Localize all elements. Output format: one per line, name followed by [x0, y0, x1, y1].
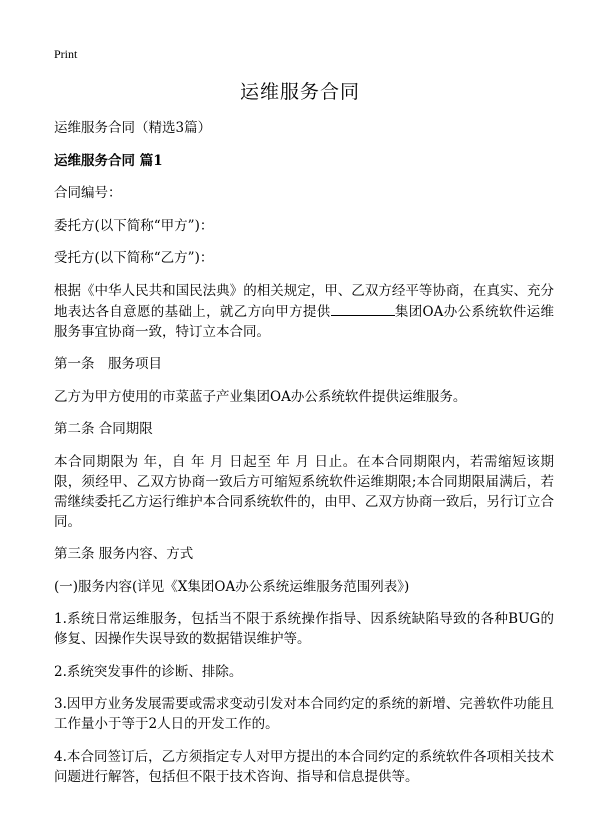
article-1-body: 乙方为甲方使用的市菜蓝子产业集团OA办公系统软件提供运维服务。	[54, 388, 467, 405]
intro-text-after-blank: 集团OA办公系统软件运维服务事宜协商一致，特订立本合同。	[54, 303, 554, 340]
article-2-body: 本合同期限为 年，自 年 月 日起至 年 月 日止。在本合同期限内，若需缩短该期限，须经甲、乙双方协商一致后方可缩短系统软件运维期限;本合同期限届满后，若需继续委托乙方运行维护本合同系统软件的，由甲、乙双方协商一致后，另行订立合同。	[54, 453, 554, 530]
service-content-title: (一)服务内容(详见《X集团OA办公系统运维服务范围列表》)	[54, 578, 410, 595]
service-item-2: 2.系统突发事件的诊断、排除。	[54, 663, 243, 680]
document-subtitle: 运维服务合同（精选3篇）	[54, 120, 212, 136]
article-2-title: 第二条 合同期限	[54, 421, 153, 437]
service-item-4: 4.本合同签订后，乙方须指定专人对甲方提出的本合同约定的系统软件各项相关技术问题进行解答，包括但不限于技术咨询、指导和信息提供等。	[54, 748, 554, 785]
service-item-1: 1.系统日常运维服务，包括当不限于系统操作指导、因系统缺陷导致的各种BUG的修复、因操作失误导致的数据错误维护等。	[54, 611, 554, 647]
client-line: 委托方(以下简称“甲方”)：	[54, 217, 214, 234]
document-body	[54, 118, 554, 799]
article-3-title: 第三条 服务内容、方式	[54, 546, 194, 562]
contractor-line: 受托方(以下简称“乙方”)：	[54, 250, 214, 266]
service-item-3: 3.因甲方业务发展需要或需求变动引发对本合同约定的系统的新增、完善软件功能且工作量小于等于2人日的开发工作的。	[54, 696, 554, 732]
print-label: Print	[54, 47, 78, 61]
intro-paragraph	[54, 281, 554, 342]
fill-in-blank	[331, 301, 395, 316]
intro-text-before-blank: 根据《中华人民共和国民法典》的相关规定，甲、乙双方经平等协商，在真实、充分地表达各自意愿的基础上，就乙方向甲方提供	[54, 282, 554, 320]
document-title: 运维服务合同	[239, 81, 360, 103]
article-1-title: 第一条 服务项目	[54, 356, 162, 372]
contract-number-line: 合同编号：	[54, 185, 122, 201]
section-heading: 运维服务合同 篇1	[54, 152, 163, 169]
